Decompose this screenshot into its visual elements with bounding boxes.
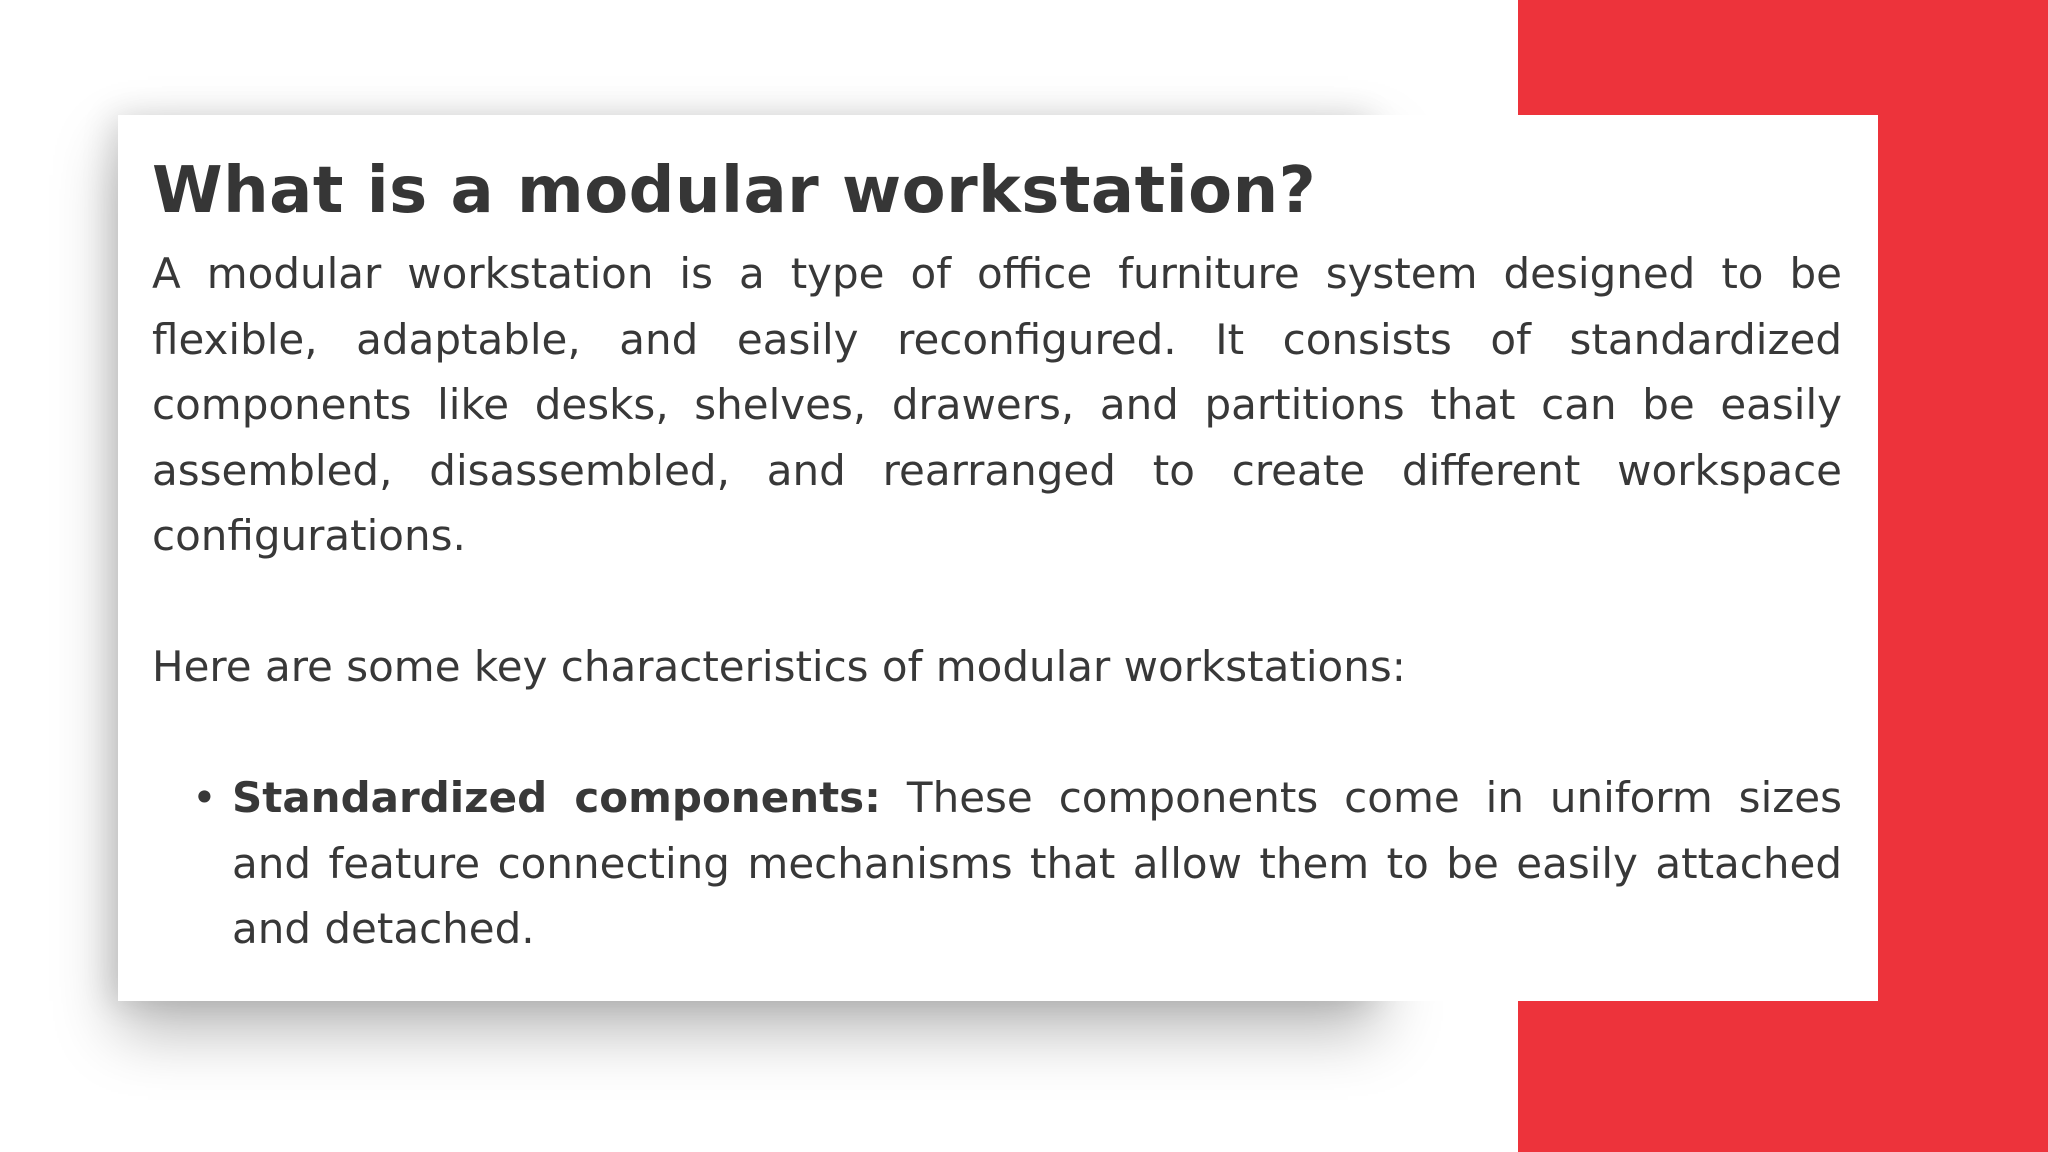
description-paragraph: A modular workstation is a type of office furniture system designed to be flexible, adaptable, and easily reconfigured. It consists of standardized components like desks, shelves, drawers, and partitions that can be easily assembled, disassembled, and rearranged to create different workspace configurations. xyxy=(152,249,1842,560)
intro-text: Here are some key characteristics of modular workstations: xyxy=(152,641,1406,691)
bullet-text: These components come in uniform sizes and feature connecting mechanisms that allow them to be easily attached and detached. xyxy=(232,773,1843,953)
page-title: What is a modular workstation? xyxy=(152,154,1317,228)
content-card xyxy=(118,115,1878,1001)
bullet-term: Standardized components: xyxy=(232,773,881,822)
characteristics-list xyxy=(152,765,1842,962)
list-item xyxy=(152,765,1842,962)
bullet-marker: • xyxy=(192,773,217,822)
